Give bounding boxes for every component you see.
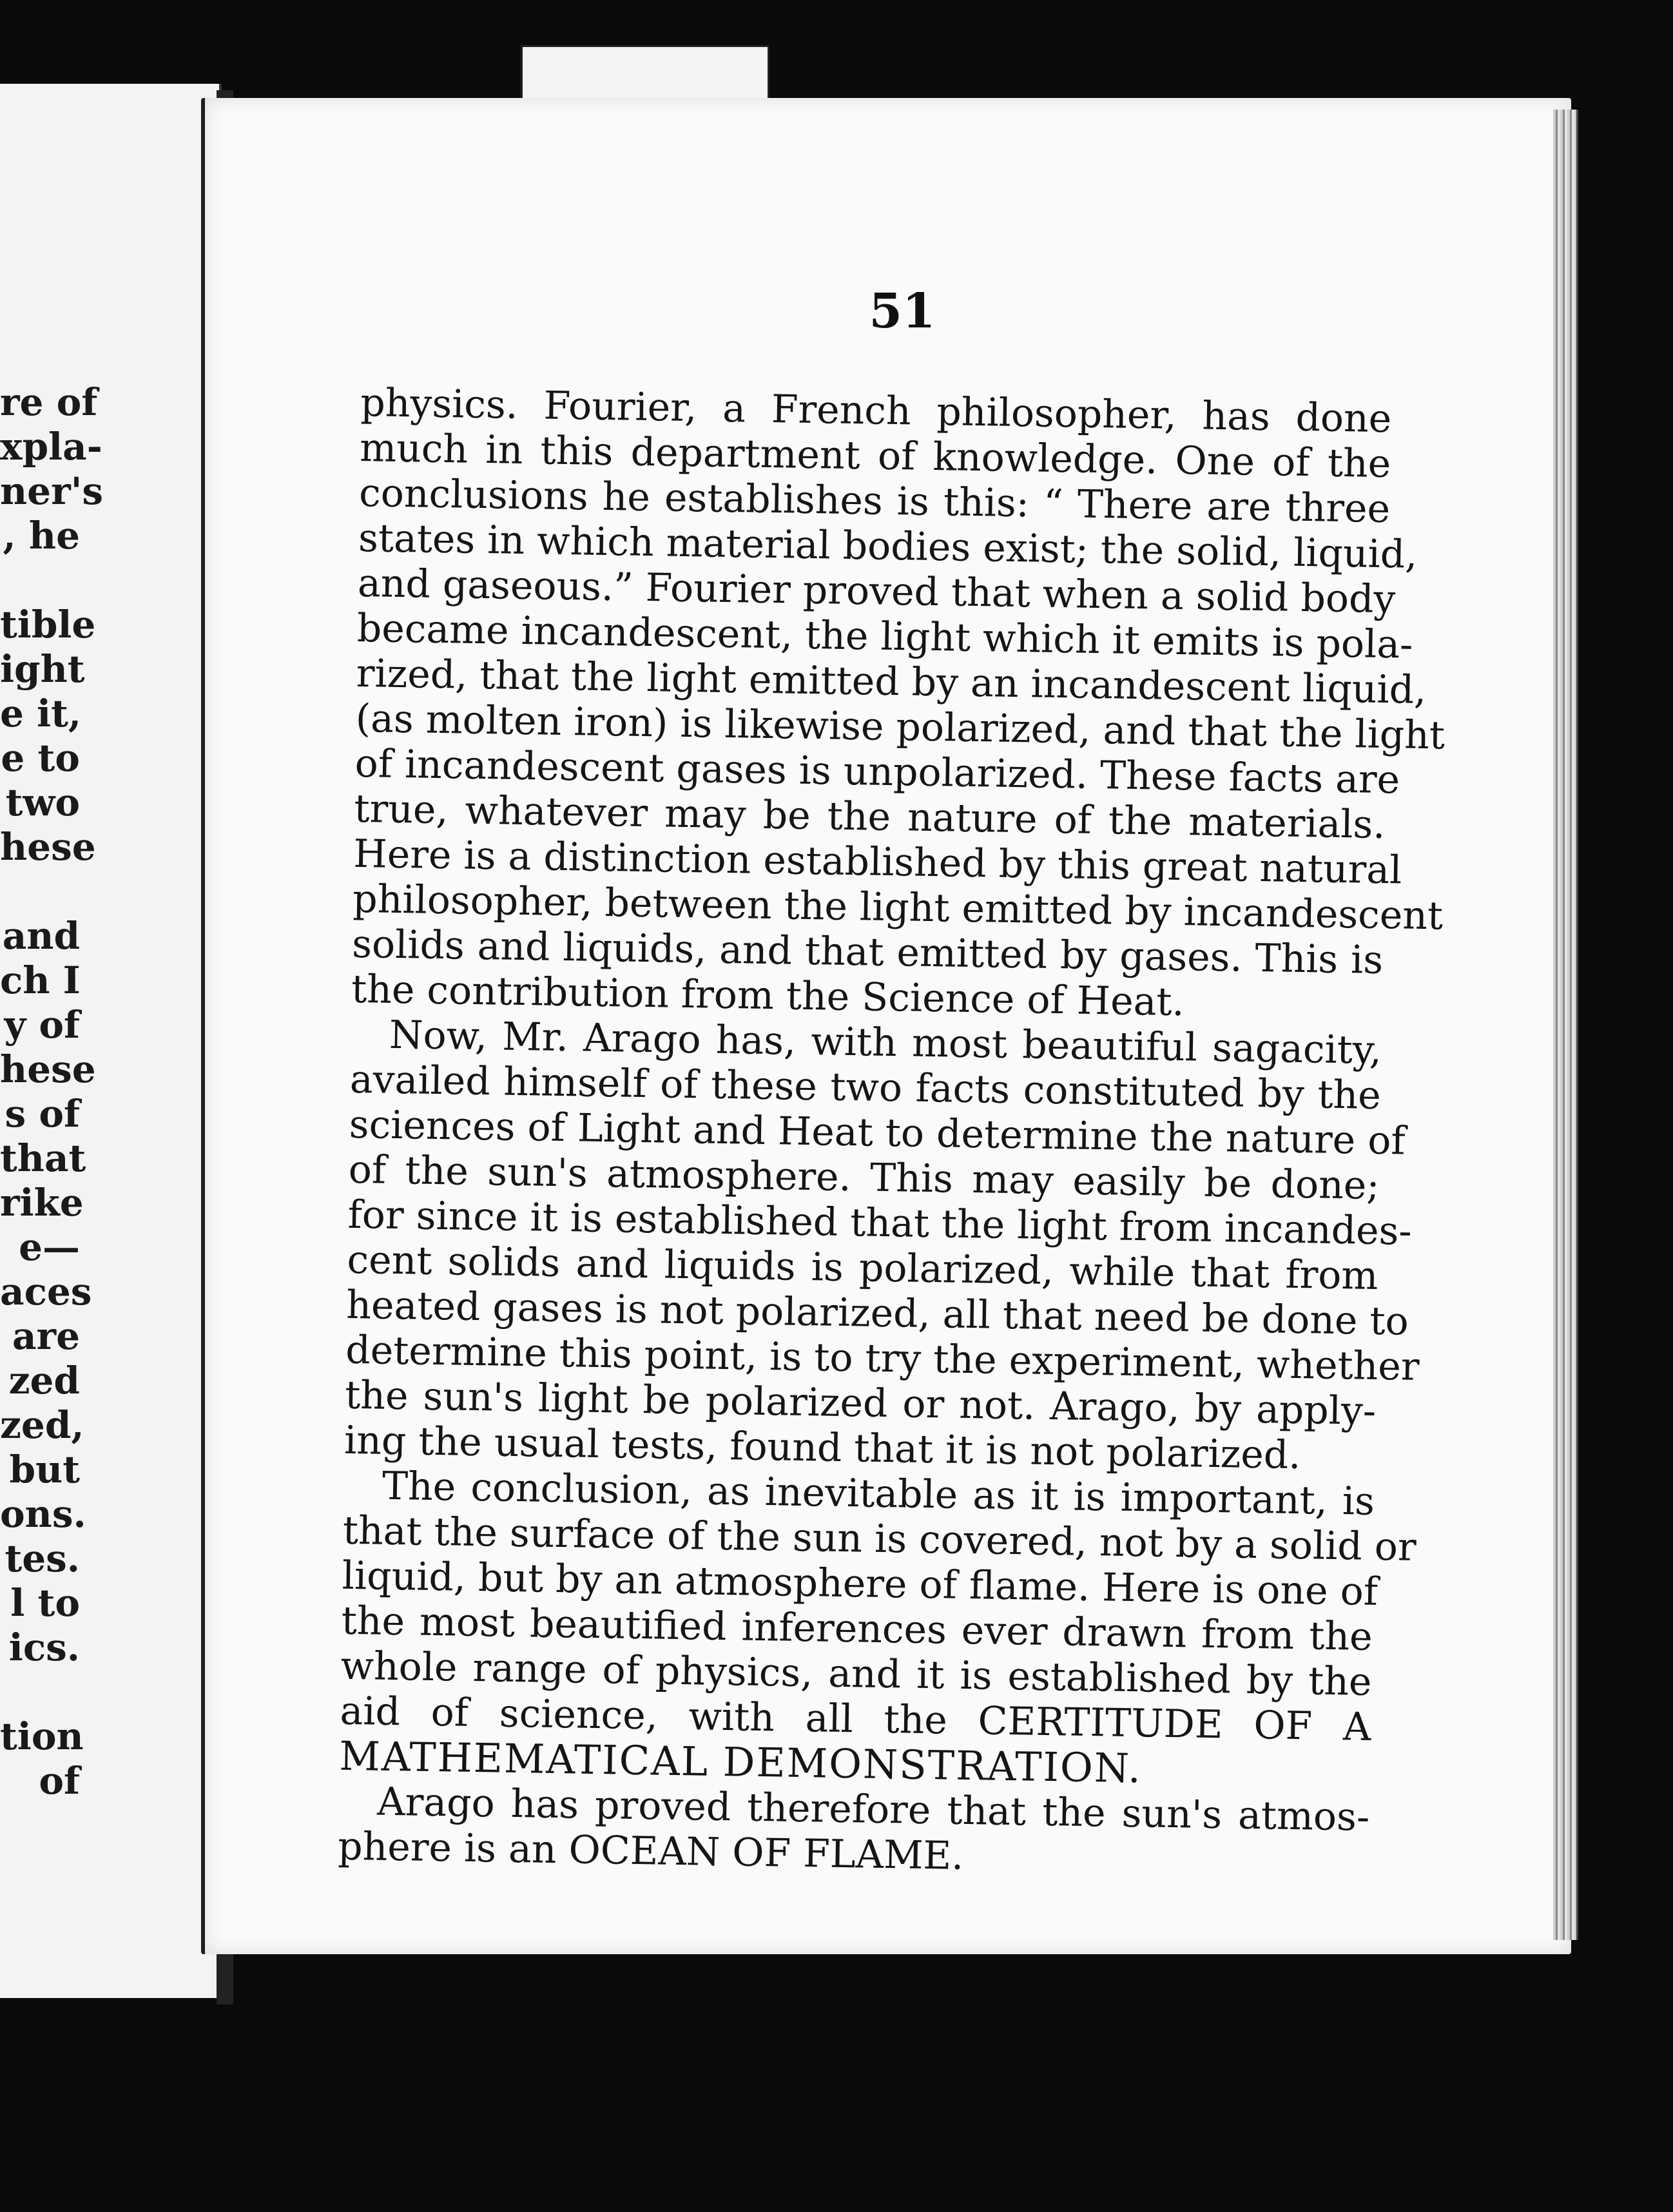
- facing-line: [0, 1670, 80, 1714]
- facing-line: are: [12, 1314, 80, 1358]
- text-line: MATHEMATICAL DEMONSTRATION.: [338, 1732, 1143, 1792]
- facing-line: e it,: [0, 692, 82, 735]
- page-number: 51: [869, 284, 936, 339]
- facing-line: e—: [19, 1225, 80, 1269]
- text-line: rized, that the light emitted by an incandescent liquid,: [356, 650, 1427, 713]
- text-line: (as molten iron) is likewise polarized, and that the light: [355, 695, 1446, 759]
- facing-line: ner's: [0, 469, 104, 513]
- facing-line: rike: [0, 1181, 84, 1225]
- facing-line: ch I: [0, 958, 81, 1002]
- facing-line: ight: [0, 647, 85, 691]
- text-line: physics. Fourier, a French philosopher, has done: [360, 380, 1392, 442]
- text-line: became incandescent, the light which it emits is pola-: [356, 605, 1413, 668]
- page-body: [337, 380, 1446, 1885]
- text-line: states in which material bodies exist; the solid, liquid,: [358, 515, 1418, 577]
- facing-line: [0, 869, 80, 914]
- facing-line: xpla-: [0, 425, 102, 469]
- text-line: phere is an OCEAN OF FLAME.: [337, 1823, 964, 1879]
- text-line: aid of science, with all the CERTITUDE OF A: [340, 1688, 1371, 1750]
- text-line: conclusions he establishes is this: “ There are three: [358, 470, 1391, 532]
- facing-line: that: [0, 1136, 86, 1180]
- facing-line: zed,: [0, 1403, 84, 1447]
- facing-line: hese: [0, 825, 96, 869]
- facing-line: hese: [0, 1047, 96, 1091]
- facing-line: aces: [0, 1270, 92, 1314]
- facing-line: re of: [0, 380, 98, 424]
- text-line: of the sun's atmosphere. This may easily be done;: [348, 1147, 1380, 1208]
- facing-line: tible: [0, 603, 96, 646]
- text-line: of incandescent gases is unpolarized. These facts are: [354, 741, 1400, 803]
- text-line: that the surface of the sun is covered, not by a solid or: [342, 1508, 1417, 1570]
- text-line: solids and liquids, and that emitted by gases. This is: [351, 921, 1384, 984]
- text-line: liquid, but by an atmosphere of flame. Here is one of: [342, 1553, 1378, 1615]
- facing-line: [0, 558, 80, 603]
- text-line: sciences of Light and Heat to determine the nature of: [349, 1101, 1406, 1164]
- text-line: whole range of physics, and it is established by the: [340, 1643, 1373, 1705]
- facing-page-text: [0, 380, 104, 1803]
- text-line: the most beautified inferences ever drawn from the: [341, 1598, 1373, 1660]
- page-edges: [1553, 110, 1578, 1940]
- text-line: determine this point, is to try the experiment, whether: [345, 1327, 1420, 1390]
- facing-line: ons.: [0, 1492, 86, 1536]
- facing-line: tion: [0, 1714, 84, 1758]
- text-line: much in this department of knowledge. One of the: [359, 425, 1391, 487]
- text-line: for since it is established that the light from incandes-: [347, 1192, 1413, 1254]
- text-line: ing the usual tests, found that it is not polarized.: [343, 1417, 1301, 1479]
- text-line: heated gases is not polarized, all that need be done to: [345, 1282, 1409, 1344]
- facing-line: two: [5, 781, 80, 824]
- text-line: Arago has proved therefore that the sun's atmos-: [376, 1779, 1370, 1840]
- text-line: philosopher, between the light emitted by incandescent: [352, 876, 1444, 939]
- facing-line: ics.: [8, 1625, 80, 1669]
- facing-line: and: [2, 914, 80, 958]
- facing-line: y of: [4, 1003, 80, 1047]
- facing-line: tes.: [5, 1537, 80, 1580]
- facing-line: l to: [10, 1581, 80, 1625]
- facing-line: zed: [8, 1359, 80, 1402]
- text-line: Now, Mr. Arago has, with most beautiful sagacity,: [389, 1012, 1382, 1074]
- text-line: true, whatever may be the nature of the materials.: [354, 786, 1386, 848]
- text-line: cent solids and liquids is polarized, while that from: [347, 1237, 1378, 1299]
- facing-line: but: [9, 1448, 80, 1491]
- text-line: and gaseous.” Fourier proved that when a solid body: [357, 560, 1396, 623]
- text-line: the contribution from the Science of Heat.: [351, 966, 1185, 1025]
- facing-line: s of: [5, 1092, 80, 1136]
- text-line: availed himself of these two facts constituted by the: [349, 1056, 1382, 1118]
- facing-line: of: [39, 1759, 80, 1803]
- text-line: the sun's light be polarized or not. Arago, by apply-: [344, 1372, 1377, 1434]
- text-line: Here is a distinction established by this great natural: [353, 831, 1402, 893]
- facing-line: e to: [1, 736, 80, 780]
- facing-line: , he: [3, 514, 80, 558]
- text-line: The conclusion, as inevitable as it is important, is: [382, 1463, 1375, 1524]
